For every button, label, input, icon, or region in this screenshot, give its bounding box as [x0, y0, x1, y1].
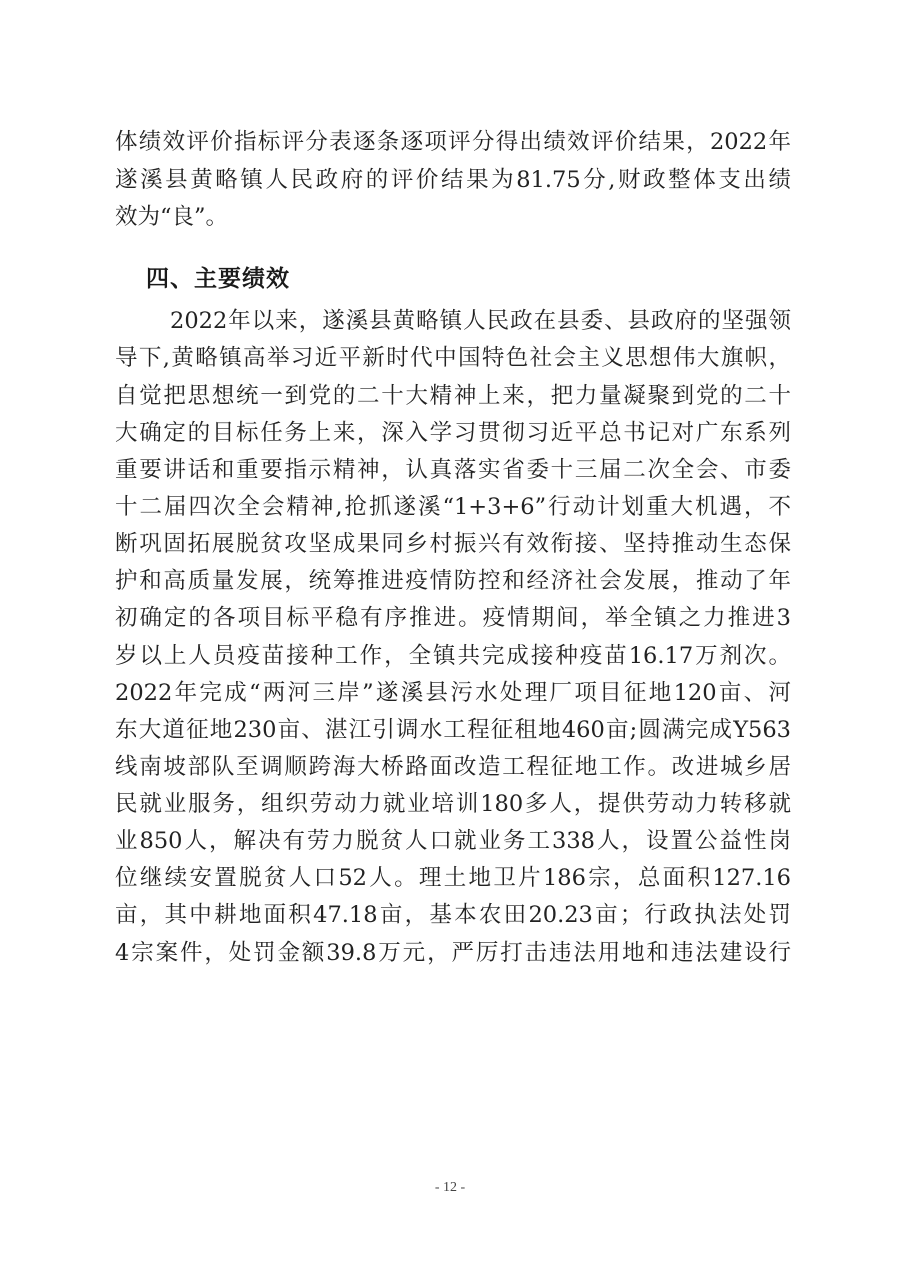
paragraph-line: 重要讲话和重要指示精神，认真落实省委十三届二次全会、市委: [115, 457, 791, 483]
paragraph-line: 民就业服务，组织劳动力就业培训180多人，提供劳动力转移就: [115, 791, 791, 817]
paragraph-line: 导下,黄略镇高举习近平新时代中国特色社会主义思想伟大旗帜，: [115, 345, 791, 371]
paragraph-line: 效为“良”。: [115, 204, 229, 230]
paragraph-line: 位继续安置脱贫人口52人。理土地卫片186宗，总面积127.16: [115, 865, 791, 891]
paragraph-line: 2022年以来，遂溪县黄略镇人民政在县委、县政府的坚强领: [170, 308, 791, 334]
paragraph-line: 2022年完成“两河三岸”遂溪县污水处理厂项目征地120亩、河: [115, 680, 791, 706]
paragraph-line: 初确定的各项目标平稳有序推进。疫情期间，举全镇之力推进3: [115, 605, 791, 631]
paragraph-line: 亩，其中耕地面积47.18亩，基本农田20.23亩；行政执法处罚: [115, 902, 791, 928]
paragraph-line: 断巩固拓展脱贫攻坚成果同乡村振兴有效衔接、坚持推动生态保: [115, 531, 791, 557]
paragraph-line: 4宗案件，处罚金额39.8万元，严厉打击违法用地和违法建设行: [115, 940, 791, 966]
paragraph-line: 东大道征地230亩、湛江引调水工程征租地460亩;圆满完成Y563: [115, 717, 791, 743]
paragraph-line: 遂溪县黄略镇人民政府的评价结果为81.75分,财政整体支出绩: [115, 167, 791, 193]
paragraph-line: 线南坡部队至调顺跨海大桥路面改造工程征地工作。改进城乡居: [115, 754, 791, 780]
paragraph-line: 自觉把思想统一到党的二十大精神上来，把力量凝聚到党的二十: [115, 383, 791, 409]
section-heading: 四、主要绩效: [146, 266, 290, 292]
paragraph-line: 业850人，解决有劳力脱贫人口就业务工338人，设置公益性岗: [115, 828, 791, 854]
paragraph-line: 十二届四次全会精神,抢抓遂溪“1+3+6”行动计划重大机遇，不: [115, 494, 791, 520]
paragraph-line: 护和高质量发展，统筹推进疫情防控和经济社会发展，推动了年: [115, 568, 791, 594]
paragraph-line: 岁以上人员疫苗接种工作，全镇共完成接种疫苗16.17万剂次。: [115, 643, 791, 669]
paragraph-line: 大确定的目标任务上来，深入学习贯彻习近平总书记对广东系列: [115, 420, 791, 446]
paragraph-line: 体绩效评价指标评分表逐条逐项评分得出绩效评价结果，2022年: [115, 129, 791, 155]
page-number: - 12 -: [434, 1180, 466, 1195]
